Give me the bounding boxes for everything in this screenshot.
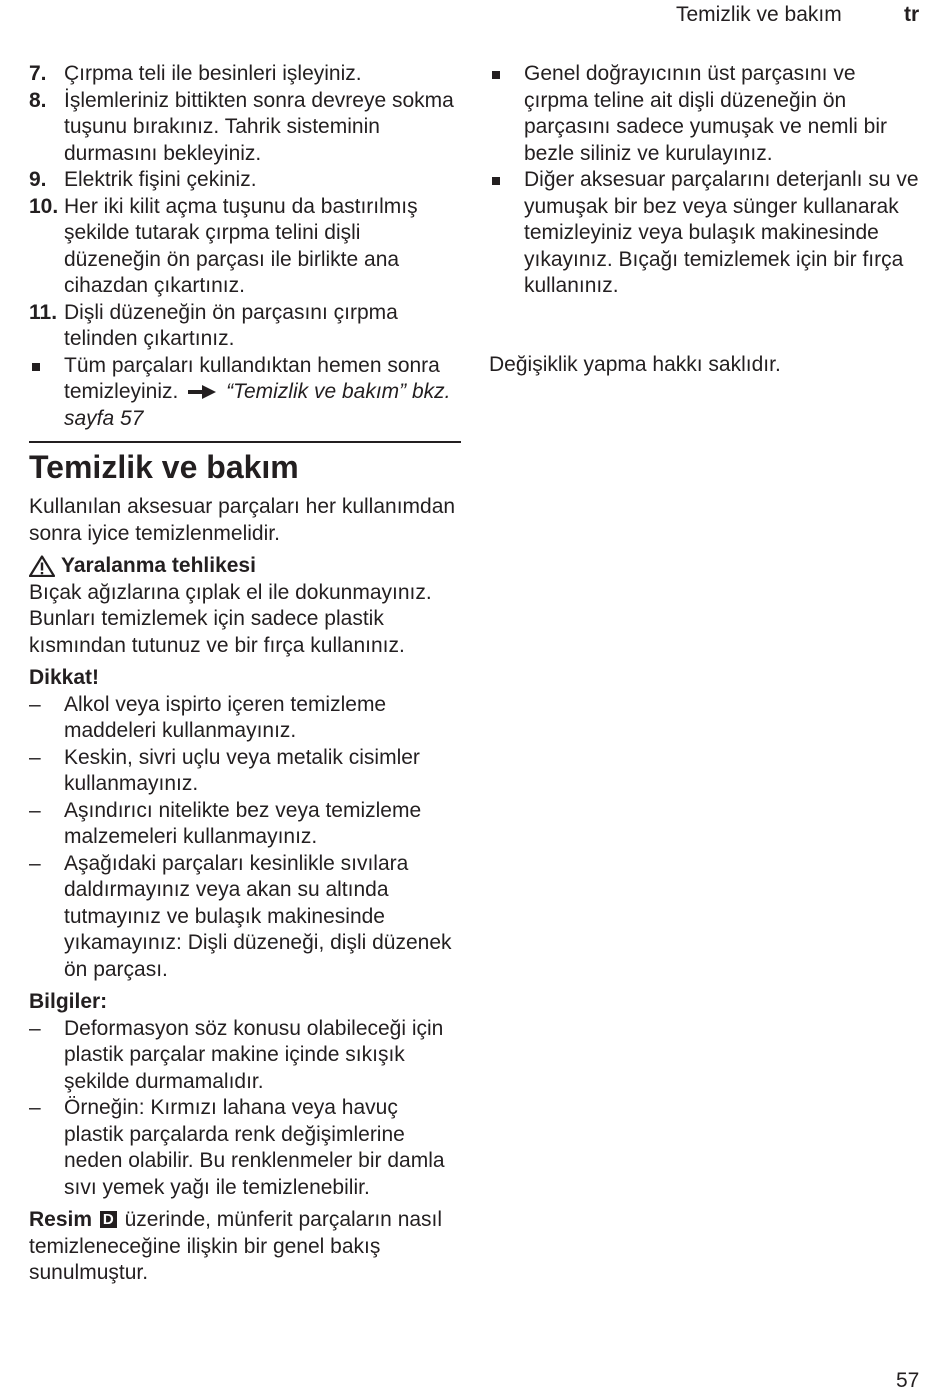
step-item [29, 300, 461, 353]
dash-marker: – [29, 692, 41, 716]
right-column [489, 61, 919, 378]
warning-heading [29, 553, 461, 580]
step-number: 7. [29, 62, 47, 85]
cleanup-bullet [29, 353, 461, 433]
change-notice: Değişiklik yapma hakkı saklıdır. [489, 352, 781, 376]
square-bullet-icon [492, 177, 500, 185]
step-text: Çırpma teli ile besinleri işleyiniz. [64, 62, 362, 85]
info-text: Örneğin: Kırmızı lahana veya havuç plastik parçalarda renk değişimlerine neden olabilir. Bu renklenmeler bir damla sıvı yemek yağı ile temizlenebilir. [64, 1096, 445, 1199]
cleanup-text: Tüm parçaları kullandıktan hemen sonra temizleyiniz. [64, 353, 440, 403]
step-number: 9. [29, 168, 47, 191]
section-heading: Temizlik ve bakım [29, 449, 299, 485]
dash-marker: – [29, 798, 41, 822]
step-text: Elektrik fişini çekiniz. [64, 168, 257, 191]
warning-triangle-icon [29, 555, 55, 577]
caution-item [29, 798, 461, 851]
square-bullet-icon [32, 363, 40, 371]
language-code: tr [904, 3, 920, 26]
warning-text: Bıçak ağızlarına çıplak el ile dokunmayınız. Bunları temizlemek için sadece plastik kısmından tutunuz ve bir fırça kullanınız. [29, 580, 432, 657]
caution-text: Alkol veya ispirto içeren temizleme maddeleri kullanmayınız. [64, 692, 387, 742]
info-text: Deformasyon söz konusu olabileceği için plastik parçalar makine içinde sıkışık şekilde durmamalıdır. [64, 1016, 444, 1093]
step-item [29, 61, 461, 88]
step-item [29, 194, 461, 300]
left-column [29, 61, 461, 1287]
square-bullet-icon [492, 71, 500, 79]
running-header-title: Temizlik ve bakım [676, 3, 842, 26]
step-text: Her iki kilit açma tuşunu da bastırılmış şekilde tutarak çırpma telini dişli düzeneğin ön parçası ile birlikte ana cihazdan çıkartınız. [64, 194, 418, 297]
cleaning-bullet [489, 167, 919, 300]
caution-heading: Dikkat! [29, 666, 100, 689]
caution-text: Aşağıdaki parçaları kesinlikle sıvılara daldırmayınız veya akan su altında tutmayınız ve bulaşık makinesinde yıkamayınız: Dişli düzeneği, dişli düzenek ön parçası. [64, 851, 452, 981]
dash-marker: – [29, 1096, 41, 1119]
dash-marker: – [29, 745, 41, 769]
page-reference-link[interactable]: “Temizlik ve bakım” bkz. sayfa 57 [64, 380, 451, 430]
step-number: 10. [29, 194, 59, 218]
caution-item [29, 745, 461, 798]
section-divider [29, 441, 461, 443]
figure-label: Resim [29, 1208, 93, 1231]
info-item [29, 1095, 461, 1201]
info-heading: Bilgiler: [29, 990, 108, 1013]
caution-item [29, 692, 461, 745]
info-item [29, 1016, 461, 1096]
page-number: 57 [896, 1369, 920, 1392]
cleaning-bullet [489, 61, 919, 167]
step-item [29, 167, 461, 194]
caution-item [29, 851, 461, 984]
figure-reference [29, 1207, 461, 1287]
step-text: İşlemleriniz bittikten sonra devreye sokma tuşunu bırakınız. Tahrik sisteminin durmasını bekleyiniz. [64, 88, 454, 165]
cleaning-text: Genel doğrayıcının üst parçasını ve çırpma teline ait dişli düzeneğin ön parçasını sadece yumuşak ve nemli bir bezle siliniz ve kurulayınız. [524, 62, 887, 165]
caution-text: Keskin, sivri uçlu veya metalik cisimler kullanmayınız. [64, 745, 420, 795]
dash-marker: – [29, 1016, 41, 1040]
figure-text: üzerinde, münferit parçaların nasıl temizleneceğine ilişkin bir genel bakış sunulmuştur. [29, 1208, 443, 1284]
step-number: 8. [29, 88, 47, 112]
warning-title: Yaralanma tehlikesi [61, 554, 256, 577]
figure-letter-badge: D [100, 1211, 117, 1228]
step-text: Dişli düzeneğin ön parçasını çırpma telinden çıkartınız. [64, 300, 398, 350]
dash-marker: – [29, 851, 41, 875]
arrow-right-icon [188, 385, 216, 399]
section-intro: Kullanılan aksesuar parçaları her kullanımdan sonra iyice temizlenmelidir. [29, 495, 456, 545]
step-item [29, 88, 461, 168]
caution-text: Aşındırıcı nitelikte bez veya temizleme malzemeleri kullanmayınız. [64, 798, 422, 848]
step-number: 11. [29, 300, 58, 324]
cleaning-text: Diğer aksesuar parçalarını deterjanlı su ve yumuşak bir bez veya sünger kullanarak temizleyiniz veya bulaşık makinesinde yıkayınız. Bıçağı temizlemek için bir fırça kullanınız. [524, 168, 919, 297]
